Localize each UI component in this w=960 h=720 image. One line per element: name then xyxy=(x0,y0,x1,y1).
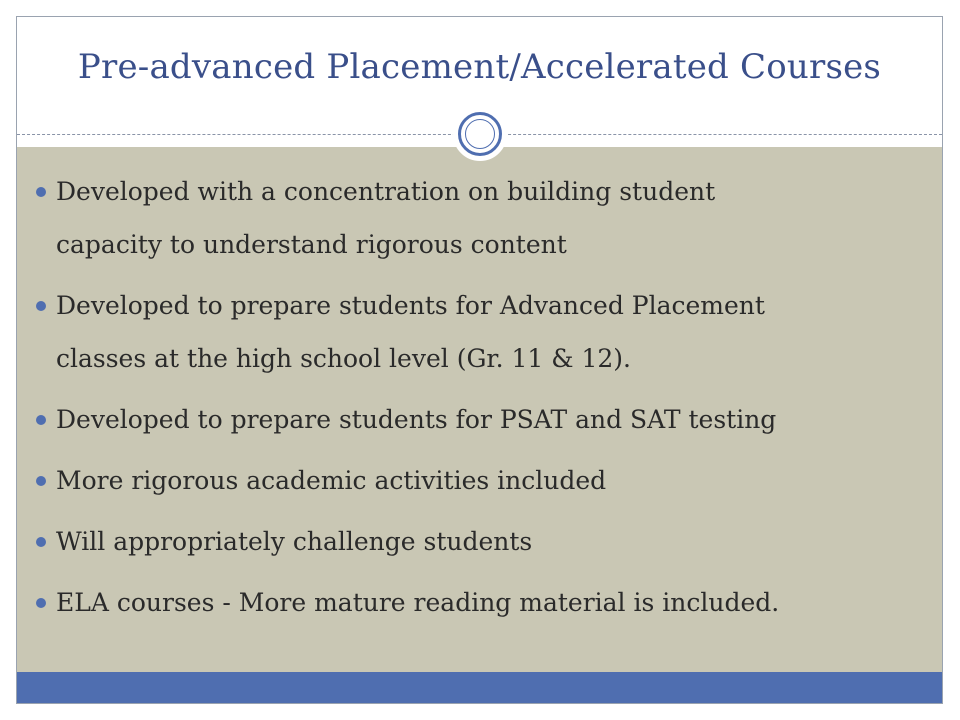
bullet-dot-icon xyxy=(36,537,46,547)
bullet-line: More rigorous academic activities included xyxy=(56,466,607,495)
ring-icon xyxy=(453,107,507,161)
bullet-item xyxy=(36,279,896,385)
footer-bar xyxy=(17,672,942,703)
slide-title: Pre-advanced Placement/Accelerated Courses xyxy=(77,47,882,87)
bullet-line: ELA courses - More mature reading material is included. xyxy=(56,588,780,617)
bullet-dot-icon xyxy=(36,598,46,608)
bullet-item xyxy=(36,576,896,629)
bullet-item xyxy=(36,165,896,271)
bullet-dot-icon xyxy=(36,301,46,311)
bullet-line: Developed to prepare students for Advanced Placement xyxy=(56,291,765,320)
bullet-line: Will appropriately challenge students xyxy=(56,527,533,556)
bullet-list xyxy=(36,165,896,637)
bullet-item xyxy=(36,454,896,507)
bullet-dot-icon xyxy=(36,187,46,197)
bullet-dot-icon xyxy=(36,476,46,486)
ring-icon-outer xyxy=(458,112,502,156)
bullet-dot-icon xyxy=(36,415,46,425)
bullet-item xyxy=(36,515,896,568)
bullet-line: capacity to understand rigorous content xyxy=(56,230,567,259)
ring-icon-inner xyxy=(465,119,495,149)
bullet-line: Developed to prepare students for PSAT and SAT testing xyxy=(56,405,777,434)
bullet-line: classes at the high school level (Gr. 11 & 12). xyxy=(56,344,631,373)
bullet-item xyxy=(36,393,896,446)
bullet-line: Developed with a concentration on building student xyxy=(56,177,716,206)
